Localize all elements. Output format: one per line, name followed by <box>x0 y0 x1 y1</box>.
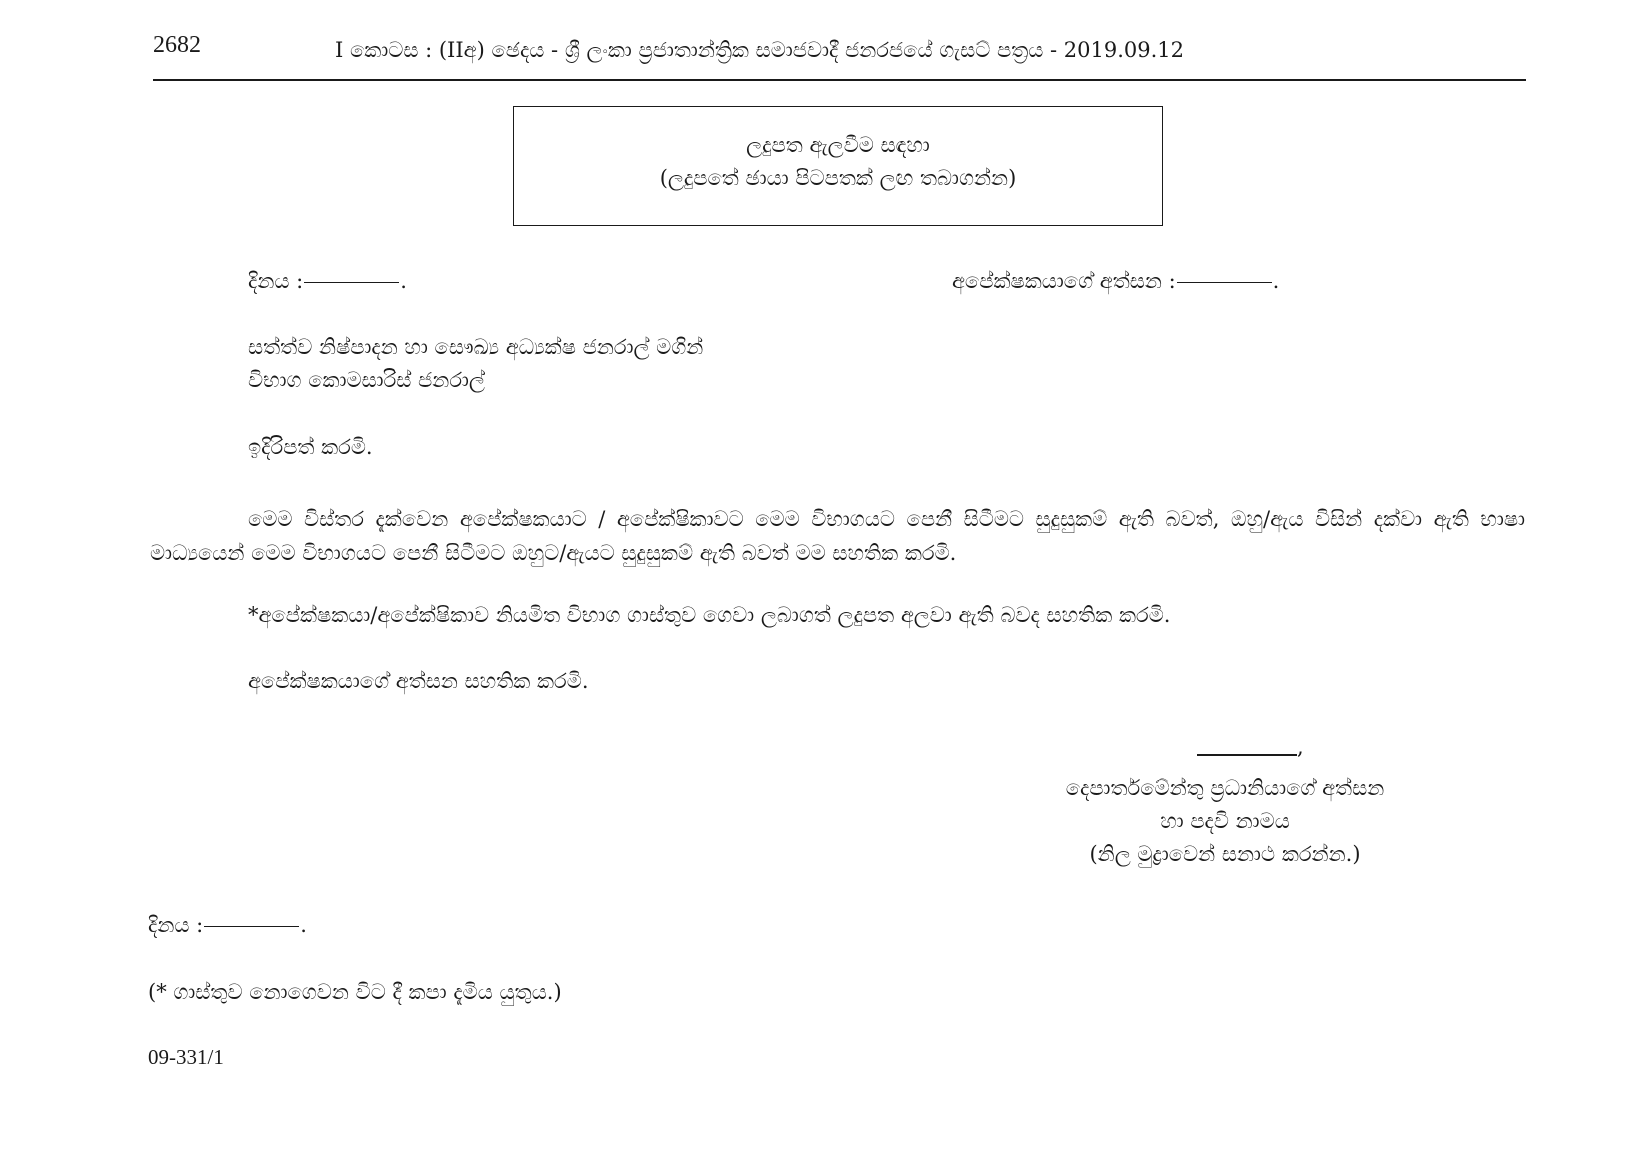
head-signature-label: දෙපාර්තමේන්තු ප්‍රධානියාගේ අත්සන <box>1065 776 1385 800</box>
page-number: 2682 <box>153 32 201 58</box>
date-bottom-end-dot: . <box>300 913 307 937</box>
header-rule <box>153 79 1526 81</box>
signature-certification: අපේක්ෂකයාගේ අත්සන සහතික කරමි. <box>248 669 589 693</box>
date-bottom-blank-line <box>204 926 299 927</box>
receipt-paste-box <box>513 106 1163 226</box>
receipt-box-title: ලදුපත ඇලවීම සඳහා <box>746 133 930 157</box>
signature-blank-line <box>1177 282 1272 283</box>
date-label-bottom: දිනය : <box>148 913 204 937</box>
date-end-dot: . <box>400 269 407 293</box>
signature-comma: , <box>1297 735 1304 759</box>
running-head: I කොටස : (IIඅ) ඡෙදය - ශ්‍රී ලංකා ප්‍රජාතාන්ත්‍රික සමාජවාදී ජනරජයේ ගැසට් පත්‍රය - 2019.09.12 <box>335 38 1185 62</box>
receipt-box-note: (ලදුපතේ ඡායා පිටපතක් ලඟ තබාගන්න) <box>659 166 1017 190</box>
footnote: (* ගාස්තුව නොගෙවන විට දී කපා දැමිය යුතුය.) <box>148 980 562 1004</box>
head-signature-line <box>1197 754 1297 756</box>
submit-text: ඉදිරිපත් කරමි. <box>248 435 373 459</box>
via-line-2: විභාග කොමසාරිස් ජනරාල් <box>248 368 485 392</box>
head-designation-label: හා පදවි නාමය <box>1160 809 1290 833</box>
reference-number: 09-331/1 <box>148 1045 224 1069</box>
official-seal-note: (නිල මුද්‍රාවෙන් සනාථ කරන්න.) <box>1089 842 1361 866</box>
date-label: දිනය : <box>248 269 304 293</box>
signature-end-dot: . <box>1272 269 1280 293</box>
fee-certification: *අපේක්ෂකයා/අපේක්ෂිකාව නියමිත විභාග ගාස්තුව ගෙවා ලබාගත් ලදුපත අලවා ඇති බවද සහතික කරමි. <box>248 603 1171 627</box>
via-line-1: සත්ත්ව නිෂ්පාදන හා සෞඛ්‍ය අධ්‍යක්ෂ ජනරාල් මගින් <box>248 335 704 359</box>
candidate-signature-field <box>952 266 1279 296</box>
head-signature-block <box>1030 772 1420 871</box>
certification-paragraph: මෙම විස්තර දැක්වෙන අපේක්ෂකයාට / අපේක්ෂිකාවට මෙම විභාගයට පෙනී සිටීමට සුදුසුකම් ඇති බවත්, ඔහු/ඇය විසින් දක්වා ඇති භාෂා මාධ්‍යයෙන් මෙම විභාගයට පෙනී සිටීමට ඔහුට/ඇයට සුදුසුකම් ඇති බවත් මම සහතික කරමි. <box>150 507 1525 565</box>
date-field-top <box>248 266 407 296</box>
date-field-bottom <box>148 910 307 940</box>
candidate-signature-label: අපේක්ෂකයාගේ අත්සන : <box>952 269 1176 293</box>
date-blank-line <box>304 282 399 283</box>
